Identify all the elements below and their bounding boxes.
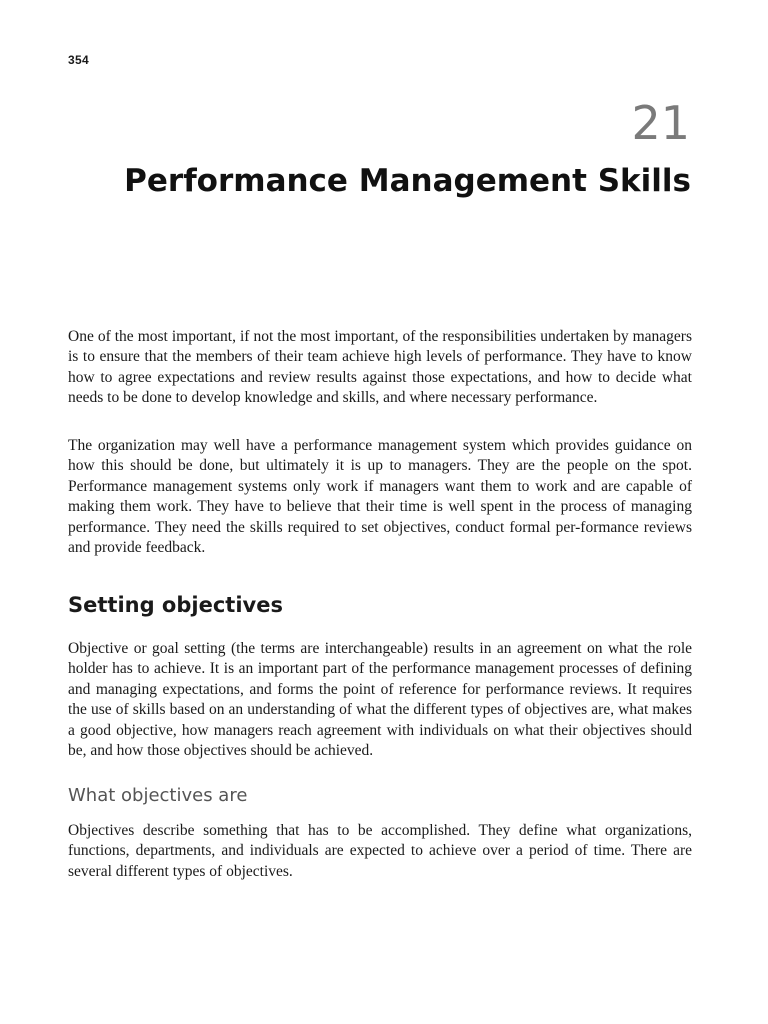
page-number: 354 bbox=[68, 53, 89, 67]
intro-paragraph-1: One of the most important, if not the most important, of the responsibilities undertaken by managers is to ensure that the members of their team achieve high levels of performance. They have to know how to agree expectations and review results against those expectations, and how to decide what needs to be done to develop knowledge and skills, and where necessary performance. bbox=[68, 328, 692, 407]
chapter-number: 21 bbox=[631, 96, 690, 150]
chapter-title: Performance Management Skills bbox=[124, 163, 691, 199]
intro-paragraph-2: The organization may well have a performance management system which provides guidance on how this should be done, but ultimately it is up to managers. They are the people on the spot. Performance management systems only work if managers want them to work and are capable of making them work. They have to believe that their time is well spent in the process of managing performance. They need the skills required to set objectives, conduct formal per-formance reviews and provide feedback. bbox=[68, 437, 692, 557]
setting-objectives-paragraph: Objective or goal setting (the terms are interchangeable) results in an agreement on what the role holder has to achieve. It is an important part of the performance management processes of defining and managing expectations, and forms the point of reference for performance reviews. It requires the use of skills based on an understanding of what the different types of objectives are, what makes a good objective, how managers reach agreement with individuals on what their objectives should be, and how those objectives should be achieved. bbox=[68, 640, 692, 760]
section-heading-setting-objectives: Setting objectives bbox=[68, 593, 283, 617]
what-objectives-are-paragraph: Objectives describe something that has to be accomplished. They define what organizations, functions, departments, and individuals are expected to achieve over a period of time. There are several different types of objectives. bbox=[68, 822, 692, 880]
subsection-heading-what-objectives-are: What objectives are bbox=[68, 785, 248, 806]
